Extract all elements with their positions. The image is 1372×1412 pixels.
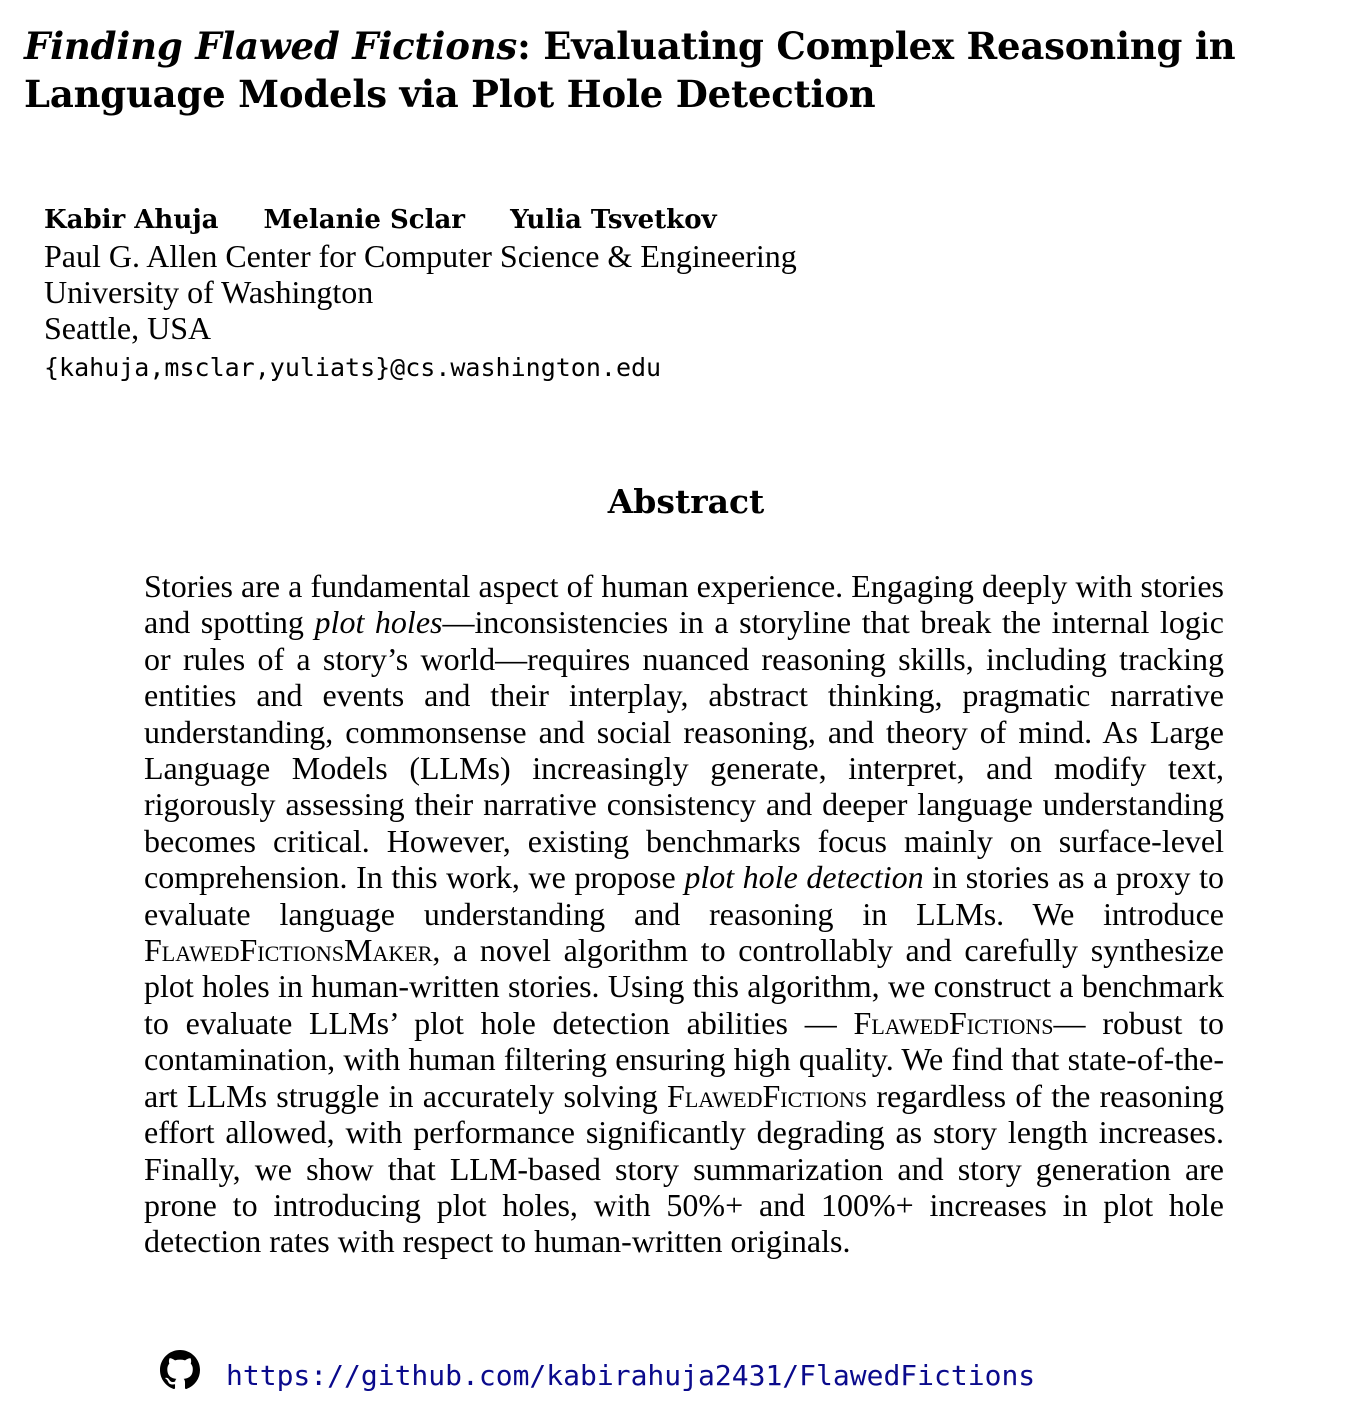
abstract-segment: Stories are a fundamental aspect of human experience. Engaging deeply with stories and spotting (144, 568, 1224, 641)
affiliation-line: University of Washington (44, 274, 374, 310)
abstract-text (144, 568, 1224, 1260)
repository-link-row (160, 1350, 1035, 1390)
paper-title-italic: Finding Flawed Fictions (24, 24, 518, 68)
github-icon (160, 1350, 200, 1390)
abstract-emphasis: plot hole detection (684, 859, 924, 896)
author-name: Yulia Tsvetkov (510, 205, 717, 235)
author-emails: {kahuja,msclar,yuliats}@cs.washington.edu (44, 353, 662, 382)
benchmark-name-smallcaps: FlawedFictions (853, 1004, 1054, 1041)
system-name-smallcaps: FlawedFictionsMaker (144, 932, 433, 969)
benchmark-name-smallcaps: FlawedFictions (667, 1077, 868, 1114)
abstract-segment: —inconsistencies in a storyline that break the internal logic or rules of a story’s world—requires nuanced reasoning skills, including tracking entities and events and their interplay, abstract thinking, pragmatic narrative understanding, commonsense and social reasoning, and theory of mind. As Large Language Models (LLMs) increasingly generate, interpret, and modify text, rigorously assessing their narrative consistency and deeper language understanding becomes critical. However, existing benchmarks focus mainly on surface-level comprehension. In this work, we propose (144, 604, 1225, 896)
affiliation-line: Seattle, USA (44, 310, 212, 346)
abstract-heading: Abstract (607, 482, 765, 521)
affiliation-line: Paul G. Allen Center for Computer Science & Engineering (44, 238, 797, 274)
abstract-segment: in stories as a proxy to evaluate language understanding and reasoning in LLMs. We introduce (144, 859, 1225, 932)
affiliation (44, 238, 797, 346)
abstract-emphasis: plot holes (314, 604, 443, 641)
abstract-segment: , a novel algorithm to controllably and carefully synthesize plot holes in human-written stories. Using this algorithm, we construct a benchmark to evaluate LLMs’ plot hole detection abilities — (144, 932, 1224, 1041)
author-name: Kabir Ahuja (44, 205, 219, 235)
repository-link[interactable]: https://github.com/kabirahuja2431/FlawedFictions (226, 1358, 1036, 1392)
abstract-segment: — robust to contamination, with human filtering ensuring high quality. We find that state-of-the-art LLMs struggle in accurately solving (144, 1004, 1225, 1114)
paper-title (24, 22, 1364, 118)
author-name: Melanie Sclar (263, 205, 465, 235)
paper-title-rest: : Evaluating Complex Reasoning in Language Models via Plot Hole Detection (24, 24, 1236, 116)
author-list (44, 200, 753, 240)
abstract-segment: regardless of the reasoning effort allowed, with performance significantly degrading as story length increases. Finally, we show that LLM-based story summarization and story generation are prone to introducing plot holes, with 50%+ and 100%+ increases in plot hole detection rates with respect to human-written originals. (144, 1077, 1225, 1260)
